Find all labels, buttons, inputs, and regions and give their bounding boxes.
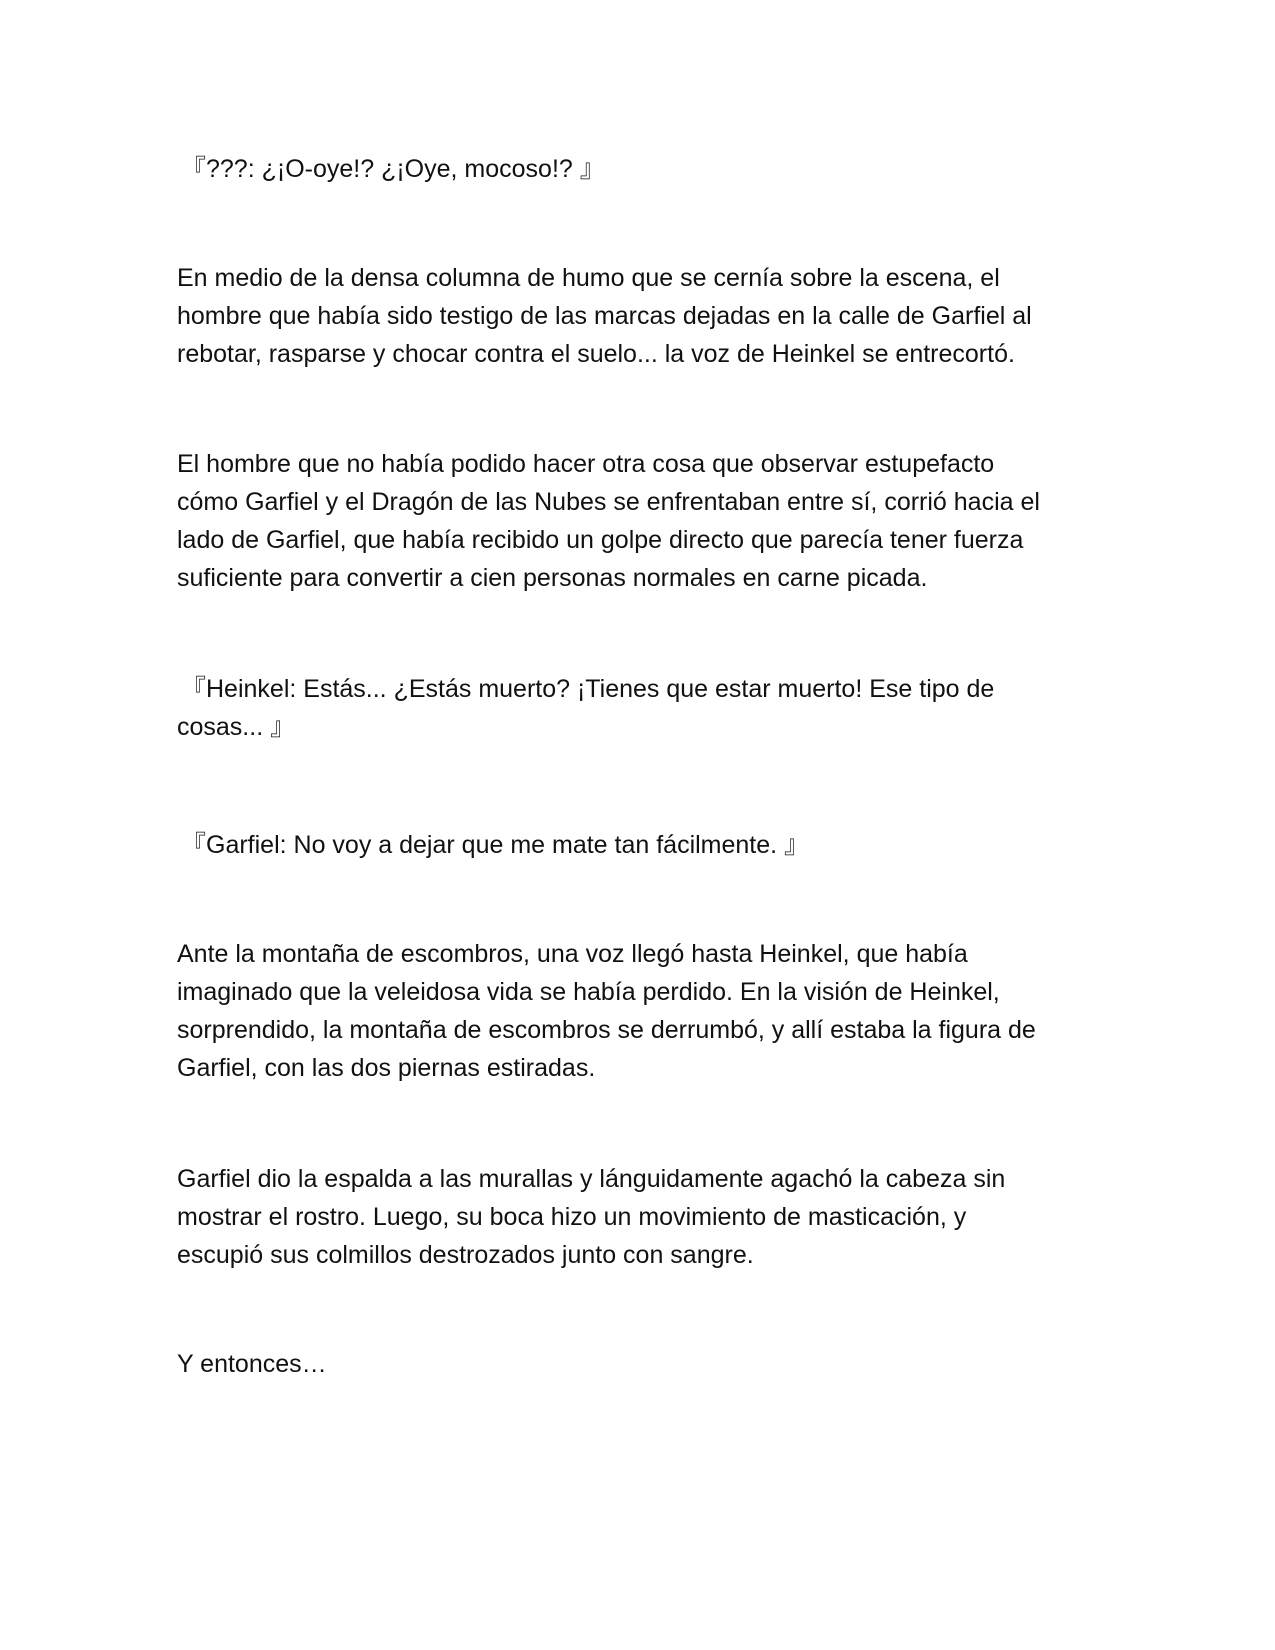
- text-line: rebotar, rasparse y chocar contra el suelo... la voz de Heinkel se entrecortó.: [177, 340, 1015, 368]
- text-line: mostrar el rostro. Luego, su boca hizo un movimiento de masticación, y: [177, 1203, 967, 1231]
- text-line: hombre que había sido testigo de las marcas dejadas en la calle de Garfiel al: [177, 302, 1032, 330]
- text-line: lado de Garfiel, que había recibido un golpe directo que parecía tener fuerza: [177, 526, 1024, 554]
- text-line: Garfiel dio la espalda a las murallas y lánguidamente agachó la cabeza sin: [177, 1165, 1006, 1193]
- dialogue-paragraph: [181, 150, 1111, 188]
- text-line: 『Heinkel: Estás... ¿Estás muerto? ¡Tienes que estar muerto! Ese tipo de: [181, 675, 995, 703]
- narration-paragraph: [177, 935, 1107, 1087]
- text-line: Y entonces…: [177, 1350, 327, 1378]
- dialogue-paragraph: [177, 670, 1111, 746]
- narration-paragraph: [177, 1160, 1107, 1274]
- text-line: imaginado que la veleidosa vida se había perdido. En la visión de Heinkel,: [177, 978, 1000, 1006]
- text-line: sorprendido, la montaña de escombros se derrumbó, y allí estaba la figura de: [177, 1016, 1036, 1044]
- text-line: Ante la montaña de escombros, una voz llegó hasta Heinkel, que había: [177, 940, 968, 968]
- text-line: suficiente para convertir a cien personas normales en carne picada.: [177, 564, 928, 592]
- text-line: escupió sus colmillos destrozados junto con sangre.: [177, 1241, 754, 1269]
- text-line: Garfiel, con las dos piernas estiradas.: [177, 1054, 596, 1082]
- text-line: cosas... 』: [177, 713, 296, 741]
- narration-paragraph: [177, 1345, 1107, 1383]
- text-line: 『Garfiel: No voy a dejar que me mate tan fácilmente. 』: [181, 831, 810, 859]
- dialogue-paragraph: [181, 826, 1111, 864]
- text-line: En medio de la densa columna de humo que se cernía sobre la escena, el: [177, 264, 1000, 292]
- narration-paragraph: [177, 259, 1107, 373]
- text-line: 『???: ¿¡O-oye!? ¿¡Oye, mocoso!? 』: [181, 155, 605, 183]
- text-line: cómo Garfiel y el Dragón de las Nubes se enfrentaban entre sí, corrió hacia el: [177, 488, 1040, 516]
- text-line: El hombre que no había podido hacer otra cosa que observar estupefacto: [177, 450, 995, 478]
- narration-paragraph: [177, 445, 1107, 597]
